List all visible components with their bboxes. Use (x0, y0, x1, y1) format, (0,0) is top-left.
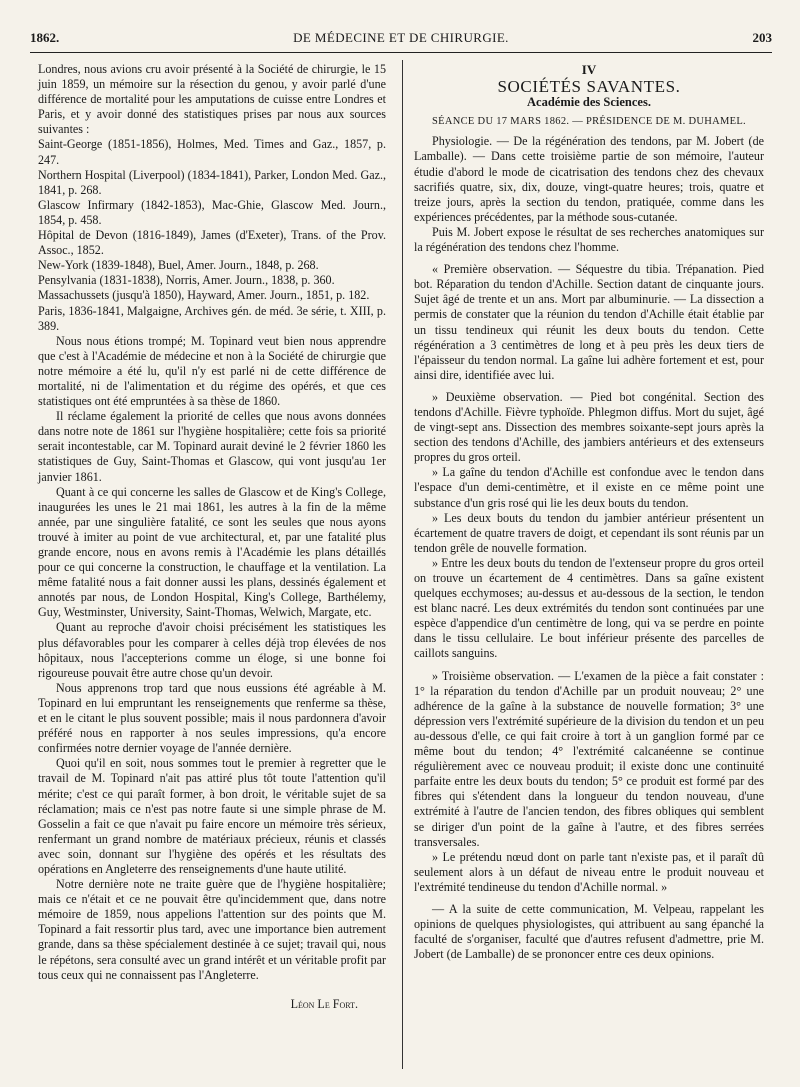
spacer (414, 895, 764, 902)
paragraph: Quant au reproche d'avoir choisi précisément les statistiques les plus défavorables pour les comparer à celles déjà trop élevées de nos hôpitaux, nous l'accepterions comme un éloge, si une bonne foi rigoureuse pouvait être autre chose qu'un devoir. (38, 620, 386, 680)
header-title: DE MÉDECINE ET DE CHIRURGIE. (293, 30, 509, 45)
paragraph: » Deuxième observation. — Pied bot congénital. Section des tendons d'Achille. Fièvre typhoïde. Phlegmon diffus. Mort du sujet, âgé de vingt-sept ans. Dissection des membres soixante-sept jours après la section des tendons d'Achille, des jambiers antérieurs et des extenseurs propres du gros orteil. (414, 389, 764, 465)
paragraph: Notre dernière note ne traite guère que de l'hygiène hospitalière; mais ce n'était et ce ne pouvait être qu'incidemment que, dans notre mémoire de 1859, nous appelions l'attention sur des points que M. Topinard a fait ressortir plus tard, avec une importance bien autrement grande, dans sa thèse spécialement destinée à ce sujet; travail qui, nous le répétons, sera consulté avec un grand intérêt et un véritable profit par tous ceux qui ne connaissent pas l'Angleterre. (38, 877, 386, 982)
reference-item: Saint-George (1851-1856), Holmes, Med. Times and Gaz., 1857, p. 247. (38, 137, 386, 167)
paragraph: » La gaîne du tendon d'Achille est confondue avec le tendon dans l'espace d'un demi-centimètre, et il existe en ce même point une substance d'un gris rosé qui lie les deux bouts du tendon. (414, 465, 764, 510)
header-year: 1862. (30, 30, 60, 45)
reference-item: New-York (1839-1848), Buel, Amer. Journ., 1848, p. 268. (38, 258, 319, 273)
paragraph: Quoi qu'il en soit, nous sommes tout le premier à regretter que le travail de M. Topinard n'ait pas attiré plus tôt toute l'attention qu'il mérite; c'est ce qui paraît former, à bon droit, le véritable sujet de sa réclamation; mais ce n'est pas notre faute si une simple phrase de M. Gosselin a fait ce que n'avait pu faire encore un mémoire très sérieux, renfermant un grand nombre de matériaux précieux, réunis et classés avec soin, donnant sur l'hygiène des opérés et les résultats des opérations en Angleterre des renseignements d'une haute utilité. (38, 756, 386, 876)
paragraph: Nous apprenons trop tard que nous eussions été agréable à M. Topinard en lui empruntant les renseignements que renferme sa thèse, et en le citant le plus souvent possible; mais il nous pardonnera d'avoir préféré nous en rapporter à nos seules impressions, qu'a encore confirmées notre dernier voyage de l'année dernière. (38, 680, 386, 756)
reference-item: Paris, 1836-1841, Malgaigne, Archives gén. de méd. 3e série, t. XIII, p. 389. (38, 303, 386, 333)
right-column (414, 62, 764, 962)
paragraph: Quant à ce qui concerne les salles de Glascow et de King's College, inaugurées les unes le 21 mai 1861, les autres à la fin de la même année, par une singulière fatalité, ce sont les seules que nous ayons trouvé à imiter au point de vue architectural, et, par une fatalité plus grande encore, nous en avons remis à l'Académie les plans détaillés pour ce qui concerne la construction, le chauffage et la ventilation. La même fatalité nous a fait donner aussi les plans, dessinés également et annotés par nous, de London Hospital, King's College, Barthélemy, Guy, Westminster, University, Saint-Thomas, Welwich, Margate, etc. (38, 484, 386, 620)
spacer (414, 662, 764, 669)
reference-item: Hôpital de Devon (1816-1849), James (d'Exeter), Trans. of the Prov. Assoc., 1852. (38, 228, 386, 258)
paragraph: Nous nous étions trompé; M. Topinard veut bien nous apprendre que c'est à l'Académie de médecine et non à la Société de chirurgie que notre mémoire a été lu, qu'il n'y est parlé ni de cette différence de mortalité, ni de l'alimentation et du régime des opérés, et que ces statistiques ont été empruntées à sa thèse de 1860. (38, 333, 386, 409)
left-column (38, 62, 386, 1012)
author-signature: Léon Le Fort. (290, 996, 358, 1011)
reference-item: Glascow Infirmary (1842-1853), Mac-Ghie, Glascow Med. Journ., 1854, p. 458. (38, 197, 386, 227)
reference-item: Northern Hospital (Liverpool) (1834-1841), Parker, London Med. Gaz., 1841, p. 268. (38, 167, 386, 197)
paragraph: « Première observation. — Séquestre du tibia. Trépanation. Pied bot. Réparation du tendon d'Achille. Section datant de cinquante jours. Sujet âgé de trente et un ans. Mort par albuminurie. — La dissection a permis de constater que la réunion du tendon d'Achille était établie par un tissu tendineux qui réunit les deux bouts du tendon. Cette régénération a 3 centimètres de long et à peu près les deux tiers de l'épaisseur du tendon normal. La gaîne lui adhère fortement et est, pour ainsi dire, identifiée avec lui. (414, 262, 764, 382)
spacer (414, 255, 764, 262)
paragraph: » Entre les deux bouts du tendon de l'extenseur propre du gros orteil on trouve un écartement de 4 centimètres. Dans sa gaîne existent quelques ecchymoses; au-dessus et au-dessous de la section, le tendon est blanc nacré. Les deux extrémités du tendon sont continuées par une espèce d'appendice d'un centimètre de long, qui va se perdre en pointe dans le tissu cellulaire. Le bout inférieur présente des parcelles de caillots sanguins. (414, 555, 764, 661)
column-divider (402, 60, 403, 1069)
section-title: SOCIÉTÉS SAVANTES. (497, 77, 681, 97)
paragraph: Puis M. Jobert expose le résultat de ses recherches anatomiques sur la régénération des tendons chez l'homme. (414, 224, 764, 255)
running-head (30, 30, 772, 46)
paragraph: » Les deux bouts du tendon du jambier antérieur présentent un écartement de quatre travers de doigt, et cependant ils sont réunis par un tendon grêle de nouvelle formation. (414, 510, 764, 555)
paragraph: Il réclame également la priorité de celles que nous avons données dans notre note de 1861 sur l'hygiène hospitalière; cette fois sa priorité serait incontestable, car M. Topinard aurait deviné le 2 février 1860 les statistiques de Guy, Saint-Thomas et Glascow, qui vont jusqu'au 1er janvier 1861. (38, 409, 386, 484)
spacer (414, 383, 764, 390)
section-number: IV (581, 62, 597, 77)
section-subtitle: Académie des Sciences. (527, 95, 651, 110)
paragraph: Physiologie. — De la régénération des tendons, par M. Jobert (de Lamballe). — Dans cette troisième partie de son mémoire, l'auteur étudie d'abord le mode de cicatrisation des tendons chez des chevaux sacrifiés quatre, six, dix, douze, vingt-quatre heures; trois, quatre et treize jours, après la section du tendon, pratiquée, comme dans les expériences précédentes, par la méthode sous-cutanée. (414, 134, 764, 224)
paragraph: Londres, nous avions cru avoir présenté à la Société de chirurgie, le 15 juin 1859, un mémoire sur la résection du genou, y avoir parlé d'une différence de mortalité pour les amputations de cuisse entre Londres et Paris, et y avoir donné des statistiques prises par nous aux sources suivantes : (38, 62, 386, 137)
reference-item: Massachussets (jusqu'à 1850), Hayward, Amer. Journ., 1851, p. 182. (38, 288, 370, 303)
seance-line: SÉANCE DU 17 MARS 1862. — PRÉSIDENCE DE M. DUHAMEL. (432, 116, 746, 128)
reference-item: Pensylvania (1831-1838), Norris, Amer. Journ., 1838, p. 360. (38, 273, 335, 288)
paragraph: » Troisième observation. — L'examen de la pièce a fait constater : 1° la réparation du tendon d'Achille par un produit nouveau; 2° une adhérence de la gaîne à la substance de nouvelle formation; 3° une dépression vers l'extrémité supérieure de la division du tendon et un peu au-dessous d'elle, ce qui fait croire à tort à un ganglion formé par ce même bout du tendon; 4° l'extrémité calcanéenne se continue régulièrement avec ce nouveau produit; il existe donc une continuité parfaite entre les deux bouts du tendon; 5° ce produit est formé par des fibres qui s'étendent dans la longueur du tendon nouveau, d'une extrémité à l'autre de l'ancien tendon, des fibres obliques qui semblent se diriger d'un point de la gaîne à l'autre, et des fibres serrées transversales. (414, 668, 764, 849)
header-rule (30, 52, 772, 53)
page-number: 203 (752, 30, 772, 45)
paragraph: — A la suite de cette communication, M. Velpeau, rappelant les opinions de quelques physiologistes, qui attribuent au sang épanché la faculté de s'organiser, faculté que d'autres refusent d'admettre, prie M. Jobert (de Lamballe) de se prononcer entre ces deux opinions. (414, 901, 764, 962)
paragraph: » Le prétendu nœud dont on parle tant n'existe pas, et il paraît dû seulement alors à un défaut de niveau entre le produit nouveau et l'extrémité tendineuse du tendon d'Achille normal. » (414, 849, 764, 894)
